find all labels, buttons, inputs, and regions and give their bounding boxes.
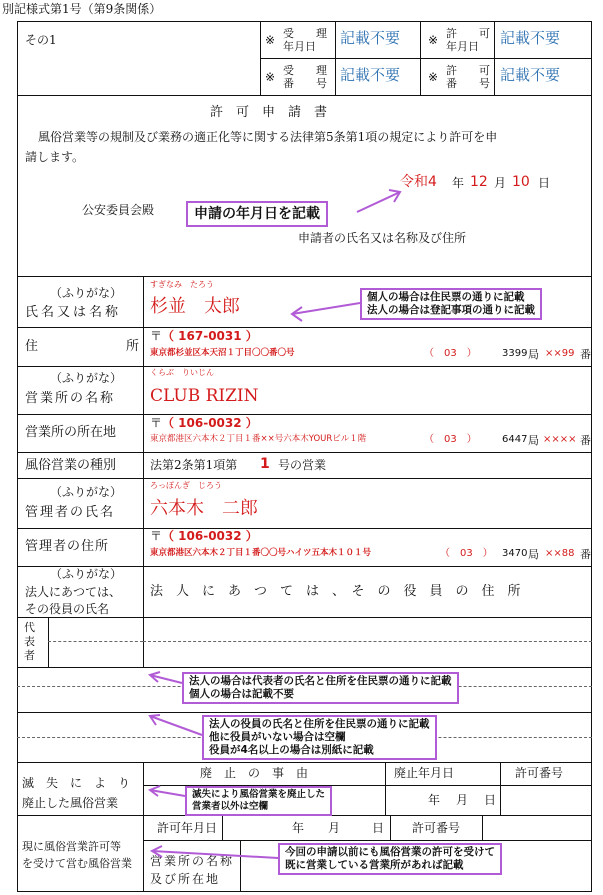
current-kyoka-no-label: 許可番号 bbox=[412, 821, 461, 835]
applicant-tel-num: ××99 bbox=[545, 348, 575, 359]
manager-zip: （ 106-0032 ） bbox=[162, 529, 258, 543]
ast-mark: ※ bbox=[428, 70, 439, 84]
page-title: 許 可 申 請 書 bbox=[210, 105, 328, 120]
applicant-label: 申請者の氏名又は名称及び住所 bbox=[298, 231, 467, 245]
manager-name-value: 六本木 二郎 bbox=[150, 498, 258, 519]
ast-mark: ※ bbox=[265, 70, 276, 84]
haishi-tsuki: 月 bbox=[456, 793, 469, 807]
office-tel-ban: 番 bbox=[580, 434, 591, 447]
haishi-nen: 年 bbox=[428, 793, 441, 807]
juri-no-label: 受 理 番 号 bbox=[283, 64, 327, 90]
type-prefix: 法第2条第1項第 bbox=[150, 458, 238, 472]
type-num: 1 bbox=[260, 456, 270, 472]
rep-callout: 法人の場合は代表者の氏名と住所を住民票の通りに記載 個人の場合は記載不要 bbox=[182, 672, 459, 704]
current-tsuki: 月 bbox=[328, 821, 341, 835]
ast-mark: ※ bbox=[265, 33, 276, 47]
applicant-tel-kyoku: 局 bbox=[528, 348, 539, 361]
haishi-hi: 日 bbox=[484, 793, 497, 807]
manager-label: 管理者の氏名 bbox=[25, 505, 116, 520]
date-month: 12 bbox=[470, 174, 488, 190]
manager-tel-ban: 番 bbox=[580, 548, 591, 561]
type-label: 風俗営業の種別 bbox=[25, 458, 117, 473]
name-callout: 個人の場合は住民票の通りに記載 法人の場合は登記事項の通りに記載 bbox=[360, 288, 542, 320]
office-addr-label: 営業所の所在地 bbox=[25, 425, 117, 440]
applicant-tel-exch: 3399 bbox=[502, 348, 528, 359]
office-name-label: 営業所の名称 bbox=[25, 391, 116, 406]
haishi-jiyu-label: 廃 止 の 事 由 bbox=[200, 766, 309, 780]
office-zip: （ 106-0032 ） bbox=[162, 416, 258, 430]
office-tel-kyoku: 局 bbox=[528, 434, 539, 447]
name-value: 杉並 太郎 bbox=[150, 296, 240, 317]
daihyo-label: 代 表 者 bbox=[24, 621, 35, 662]
address-label-right: 所 bbox=[126, 339, 140, 354]
office-name-value: CLUB RIZIN bbox=[150, 386, 259, 406]
manager-addr-label: 管理者の住所 bbox=[25, 539, 110, 554]
kyoka-no-label: 許 可 番 号 bbox=[446, 64, 490, 90]
name-label: 氏名又は名称 bbox=[25, 305, 122, 320]
manager-tel-area: （ 03 ） bbox=[440, 548, 493, 559]
sono-label: その1 bbox=[25, 33, 57, 47]
juri-date-label: 受 理 年月日 bbox=[283, 27, 327, 53]
date-tsuki: 月 bbox=[494, 176, 507, 190]
office-kana: くらぶ りいじん bbox=[150, 368, 214, 377]
juri-no-value: 記載不要 bbox=[340, 66, 401, 84]
furigana-label: （ふりがな） bbox=[50, 371, 123, 385]
zip-mark: 〒 bbox=[150, 416, 163, 430]
officer-label: 法人にあつては、 その役員の氏名 bbox=[25, 585, 122, 616]
form-header: 別記様式第1号（第9条関係） bbox=[2, 2, 162, 16]
officer-header: 法 人 に あ つ て は 、 そ の 役 員 の 住 所 bbox=[150, 584, 521, 599]
office-tel-num: ×××× bbox=[543, 434, 577, 445]
date-hi: 日 bbox=[538, 176, 551, 190]
current-nen: 年 bbox=[292, 821, 305, 835]
date-day: 10 bbox=[512, 174, 530, 190]
lost-label: 滅 失 に よ り 廃止した風俗営業 bbox=[22, 776, 131, 810]
name-kana: すぎなみ たろう bbox=[150, 280, 214, 289]
date-nen: 年 bbox=[452, 176, 465, 190]
current-kyoka-date-label: 許可年月日 bbox=[157, 821, 218, 835]
date-callout: 申請の年月日を記載 bbox=[186, 201, 328, 227]
manager-address: 東京都港区六本木２丁目１番〇〇号ハイツ五本木１０１号 bbox=[150, 548, 372, 558]
kyoka-date-value: 記載不要 bbox=[500, 29, 561, 47]
kyoka-date-label: 許 可 年月日 bbox=[446, 27, 490, 53]
applicant-zip: （ 167-0031 ） bbox=[162, 329, 258, 343]
zip-mark: 〒 bbox=[150, 529, 163, 543]
manager-tel-kyoku: 局 bbox=[528, 548, 539, 561]
lost-callout: 滅失により風俗営業を廃止した 営業者以外は空欄 bbox=[185, 786, 332, 816]
zip-mark: 〒 bbox=[150, 329, 163, 343]
addressee: 公安委員会殿 bbox=[82, 203, 155, 217]
applicant-tel-ban: 番 bbox=[580, 348, 591, 361]
office-tel-exch: 6447 bbox=[502, 434, 528, 445]
manager-kana: ろっぽんぎ じろう bbox=[150, 481, 222, 490]
address-label-left: 住 bbox=[25, 339, 39, 354]
haishi-date-label: 廃止年月日 bbox=[394, 766, 455, 780]
current-label: 現に風俗営業許可等 を受けて営む風俗営業 bbox=[22, 840, 132, 870]
furigana-label: （ふりがな） bbox=[50, 567, 123, 581]
juri-date-value: 記載不要 bbox=[340, 29, 401, 47]
type-suffix: 号の営業 bbox=[278, 458, 327, 472]
furigana-label: （ふりがな） bbox=[50, 286, 123, 300]
ast-mark: ※ bbox=[428, 33, 439, 47]
kyoka-no-value: 記載不要 bbox=[500, 66, 561, 84]
body-text-line1: 風俗営業等の規制及び業務の適正化等に関する法律第5条第1項の規定により許可を申 bbox=[38, 130, 498, 144]
current-callout: 今回の申請以前にも風俗営業の許可を受けて 既に営業している営業所があれば記載 bbox=[278, 843, 502, 875]
officer-callout: 法人の役員の氏名と住所を住民票の通りに記載 他に役員がいない場合は空欄 役員が4名以上の場合は別紙に記載 bbox=[202, 715, 437, 760]
body-text-line2: 請します。 bbox=[25, 150, 85, 164]
office-name-addr-label: 営業所の名称 及び所在地 bbox=[150, 854, 235, 886]
applicant-address: 東京都杉並区本天沼１丁目〇〇番〇号 bbox=[150, 348, 295, 358]
lost-kyoka-no-label: 許可番号 bbox=[515, 766, 564, 780]
manager-tel-num: ××88 bbox=[545, 548, 575, 559]
current-hi: 日 bbox=[372, 821, 385, 835]
date-era: 令和4 bbox=[400, 174, 437, 190]
applicant-tel-area: （ 03 ） bbox=[424, 348, 477, 359]
office-address: 東京都港区六本木２丁目１番××号六本木YOURビル１階 bbox=[150, 434, 367, 444]
manager-tel-exch: 3470 bbox=[502, 548, 528, 559]
furigana-label: （ふりがな） bbox=[50, 485, 123, 499]
office-tel-area: （ 03 ） bbox=[424, 434, 477, 445]
